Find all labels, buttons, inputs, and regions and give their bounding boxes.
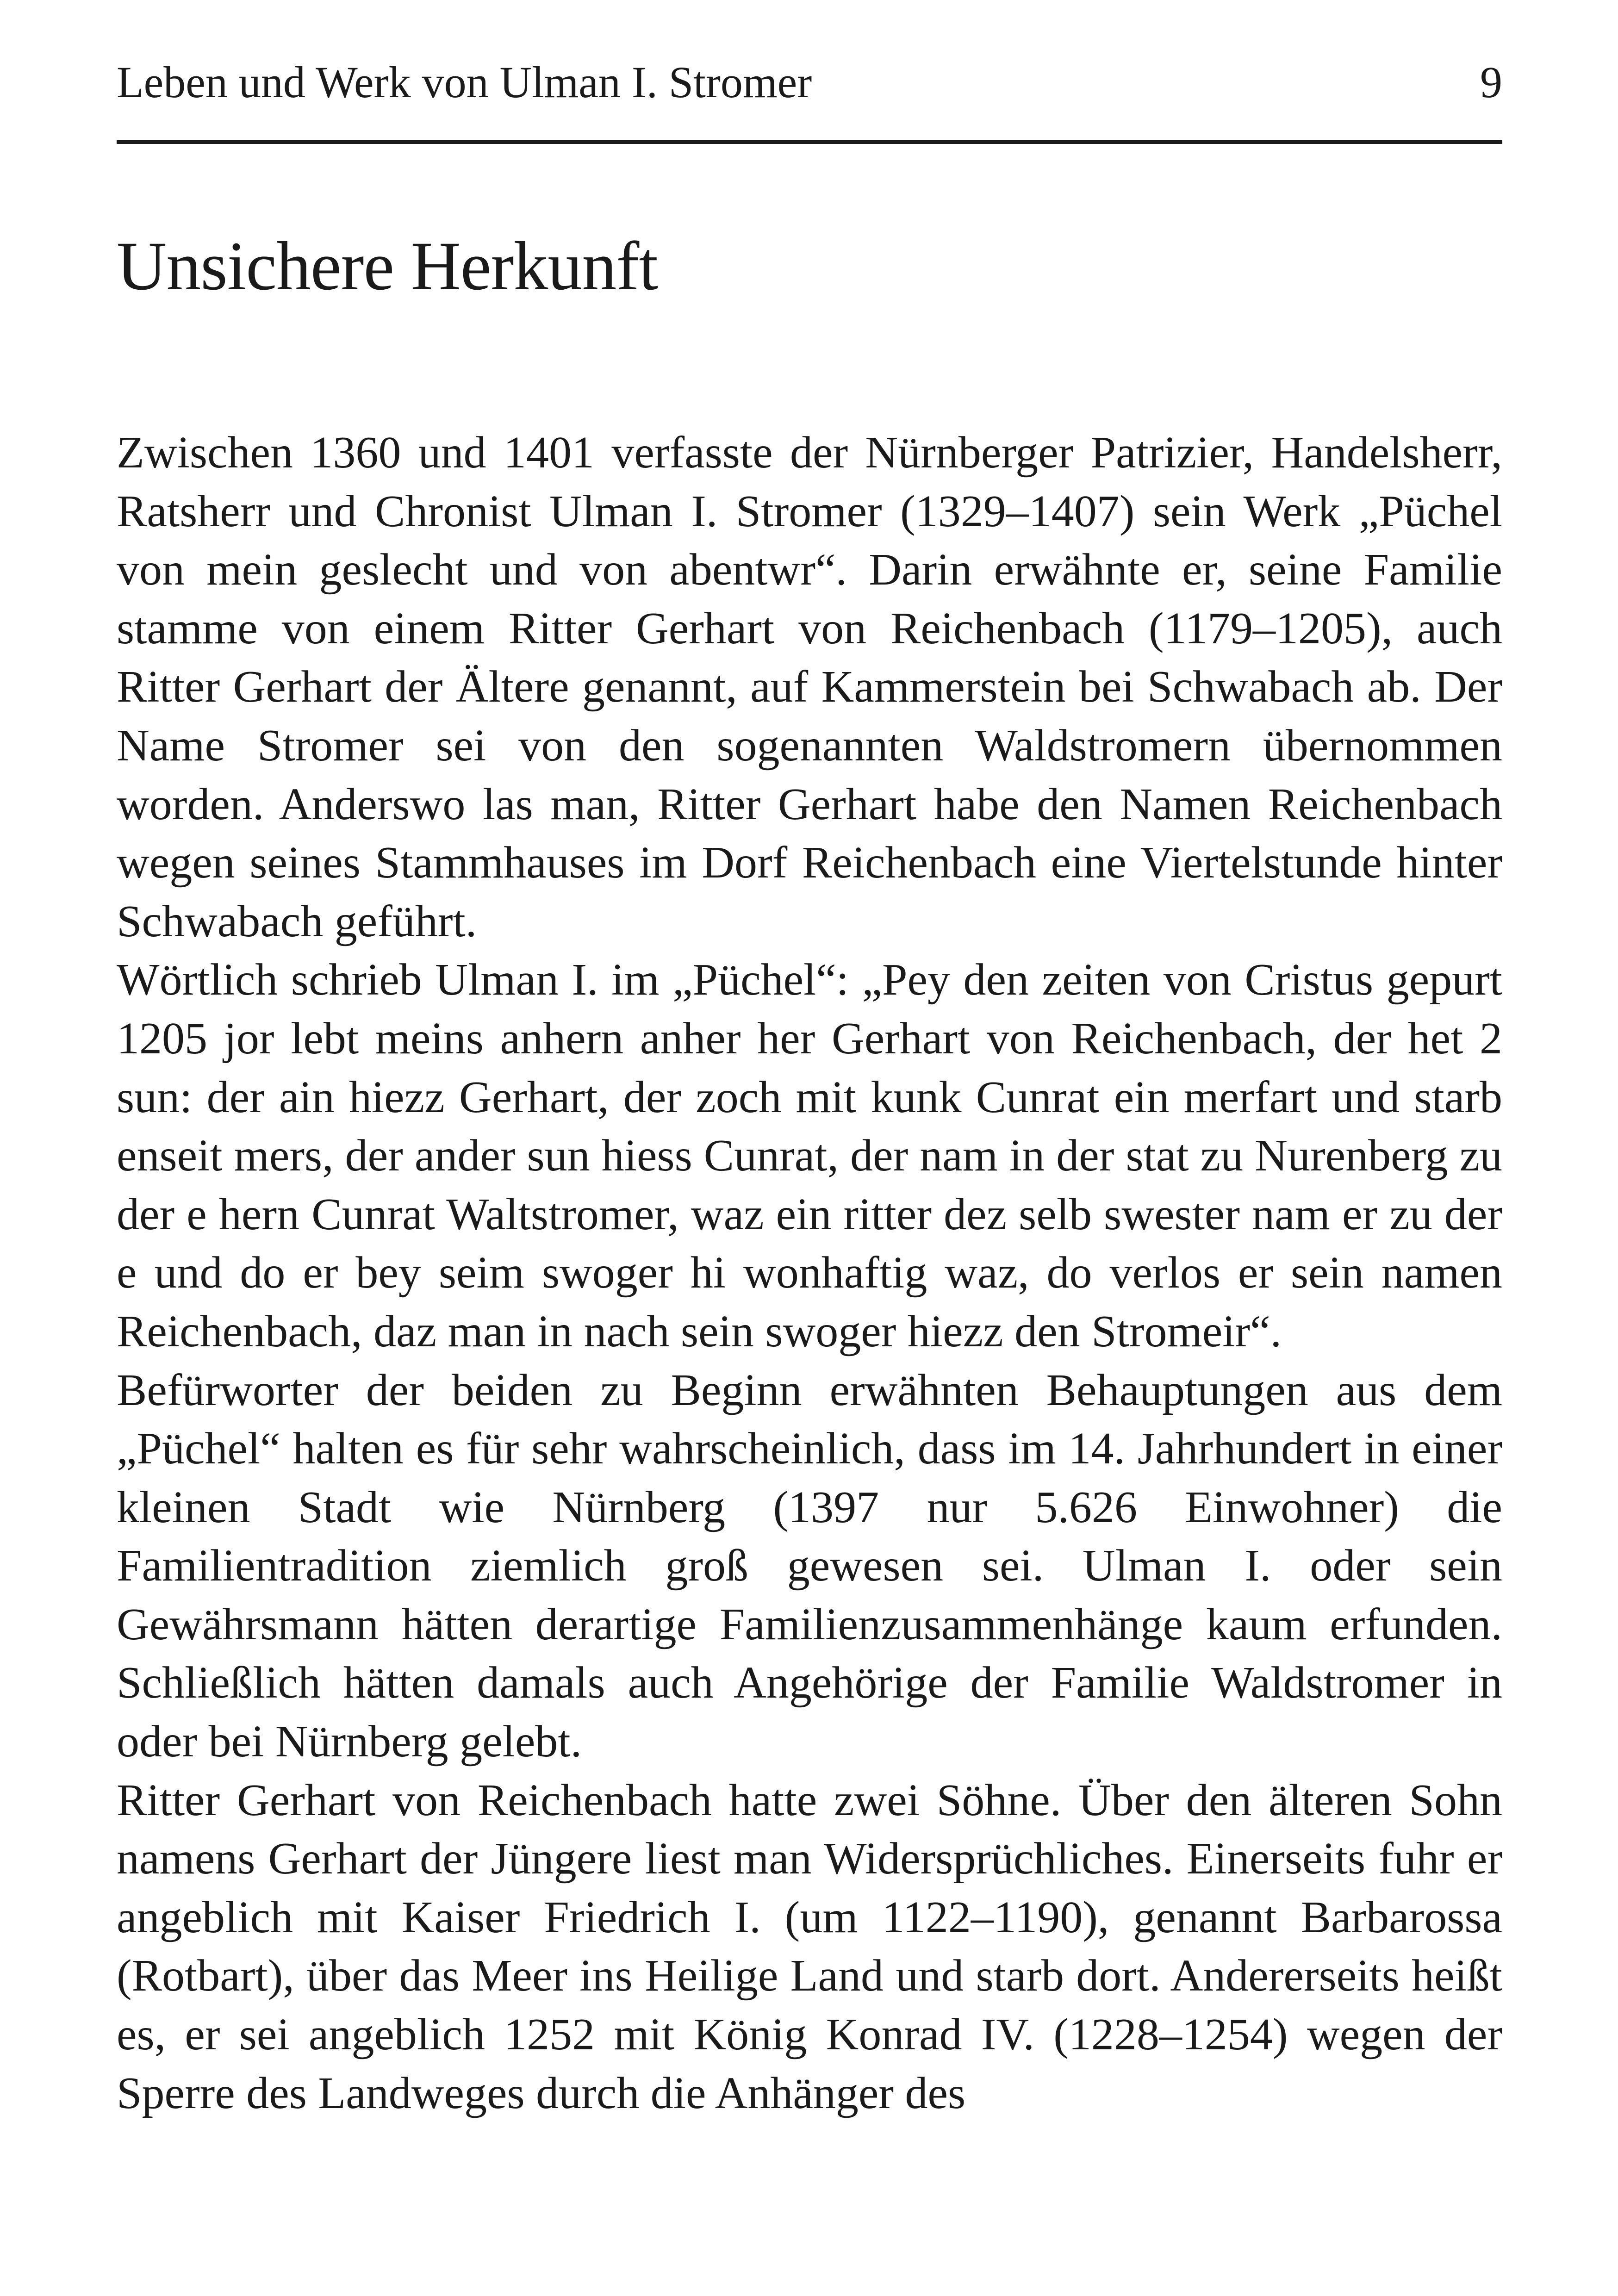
- paragraph: Befürworter der beiden zu Beginn erwähnten Behauptungen aus dem „Püchel“ halten es für sehr wahrscheinlich, dass im 14. Jahrhundert in einer kleinen Stadt wie Nürnberg (1397 nur 5.626 Einwohner) die Familientradition ziemlich groß gewesen sei. Ulman I. oder sein Gewährsmann hätten derartige Familienzusammenhänge kaum erfunden. Schließlich hätten damals auch Angehörige der Familie Waldstromer in oder bei Nürnberg gelebt.: [117, 1365, 1502, 1767]
- chapter-title: Unsichere Herkunft: [117, 228, 658, 305]
- running-header: [117, 44, 1502, 105]
- header-rule: [117, 140, 1502, 144]
- paragraph: Wörtlich schrieb Ulman I. im „Püchel“: „Pey den zeiten von Cristus gepurt 1205 jor lebt meins anhern anher her Gerhart von Reichenbach, der het 2 sun: der ain hiezz Gerhart, der zoch mit kunk Cunrat ein merfart und starb enseit mers, der ander sun hiess Cunrat, der nam in der stat zu Nurenberg zu der e hern Cunrat Waltstromer, waz ein ritter dez selb swester nam er zu der e und do er bey seim swoger hi wonhaftig waz, do verlos er sein namen Reichenbach, daz man in nach sein swoger hiezz den Stromeir“.: [117, 955, 1502, 1356]
- body-text: [117, 423, 1502, 2122]
- running-title: Leben und Werk von Ulman I. Stromer: [117, 57, 812, 107]
- paragraph: Zwischen 1360 und 1401 verfasste der Nürnberger Patrizier, Handelsherr, Ratsherr und Chronist Ulman I. Stromer (1329–1407) sein Werk „Püchel von mein geslecht und von abentwr“. Darin erwähnte er, seine Familie stamme von einem Ritter Gerhart von Reichenbach (1179–1205), auch Ritter Gerhart der Ältere genannt, auf Kammerstein bei Schwabach ab. Der Name Stromer sei von den sogenannten Waldstromern übernommen worden. Anderswo las man, Ritter Gerhart habe den Namen Reichenbach wegen seines Stammhauses im Dorf Reichenbach eine Viertelstunde hinter Schwabach geführt.: [117, 428, 1502, 946]
- page-number: 9: [1480, 57, 1502, 107]
- paragraph: Ritter Gerhart von Reichenbach hatte zwei Söhne. Über den älteren Sohn namens Gerhart der Jüngere liest man Widersprüchliches. Einerseits fuhr er angeblich mit Kaiser Friedrich I. (um 1122–1190), genannt Barbarossa (Rotbart), über das Meer ins Heilige Land und starb dort. Andererseits heißt es, er sei angeblich 1252 mit König Konrad IV. (1228–1254) wegen der Sperre des Landweges durch die Anhänger des: [117, 1775, 1502, 2118]
